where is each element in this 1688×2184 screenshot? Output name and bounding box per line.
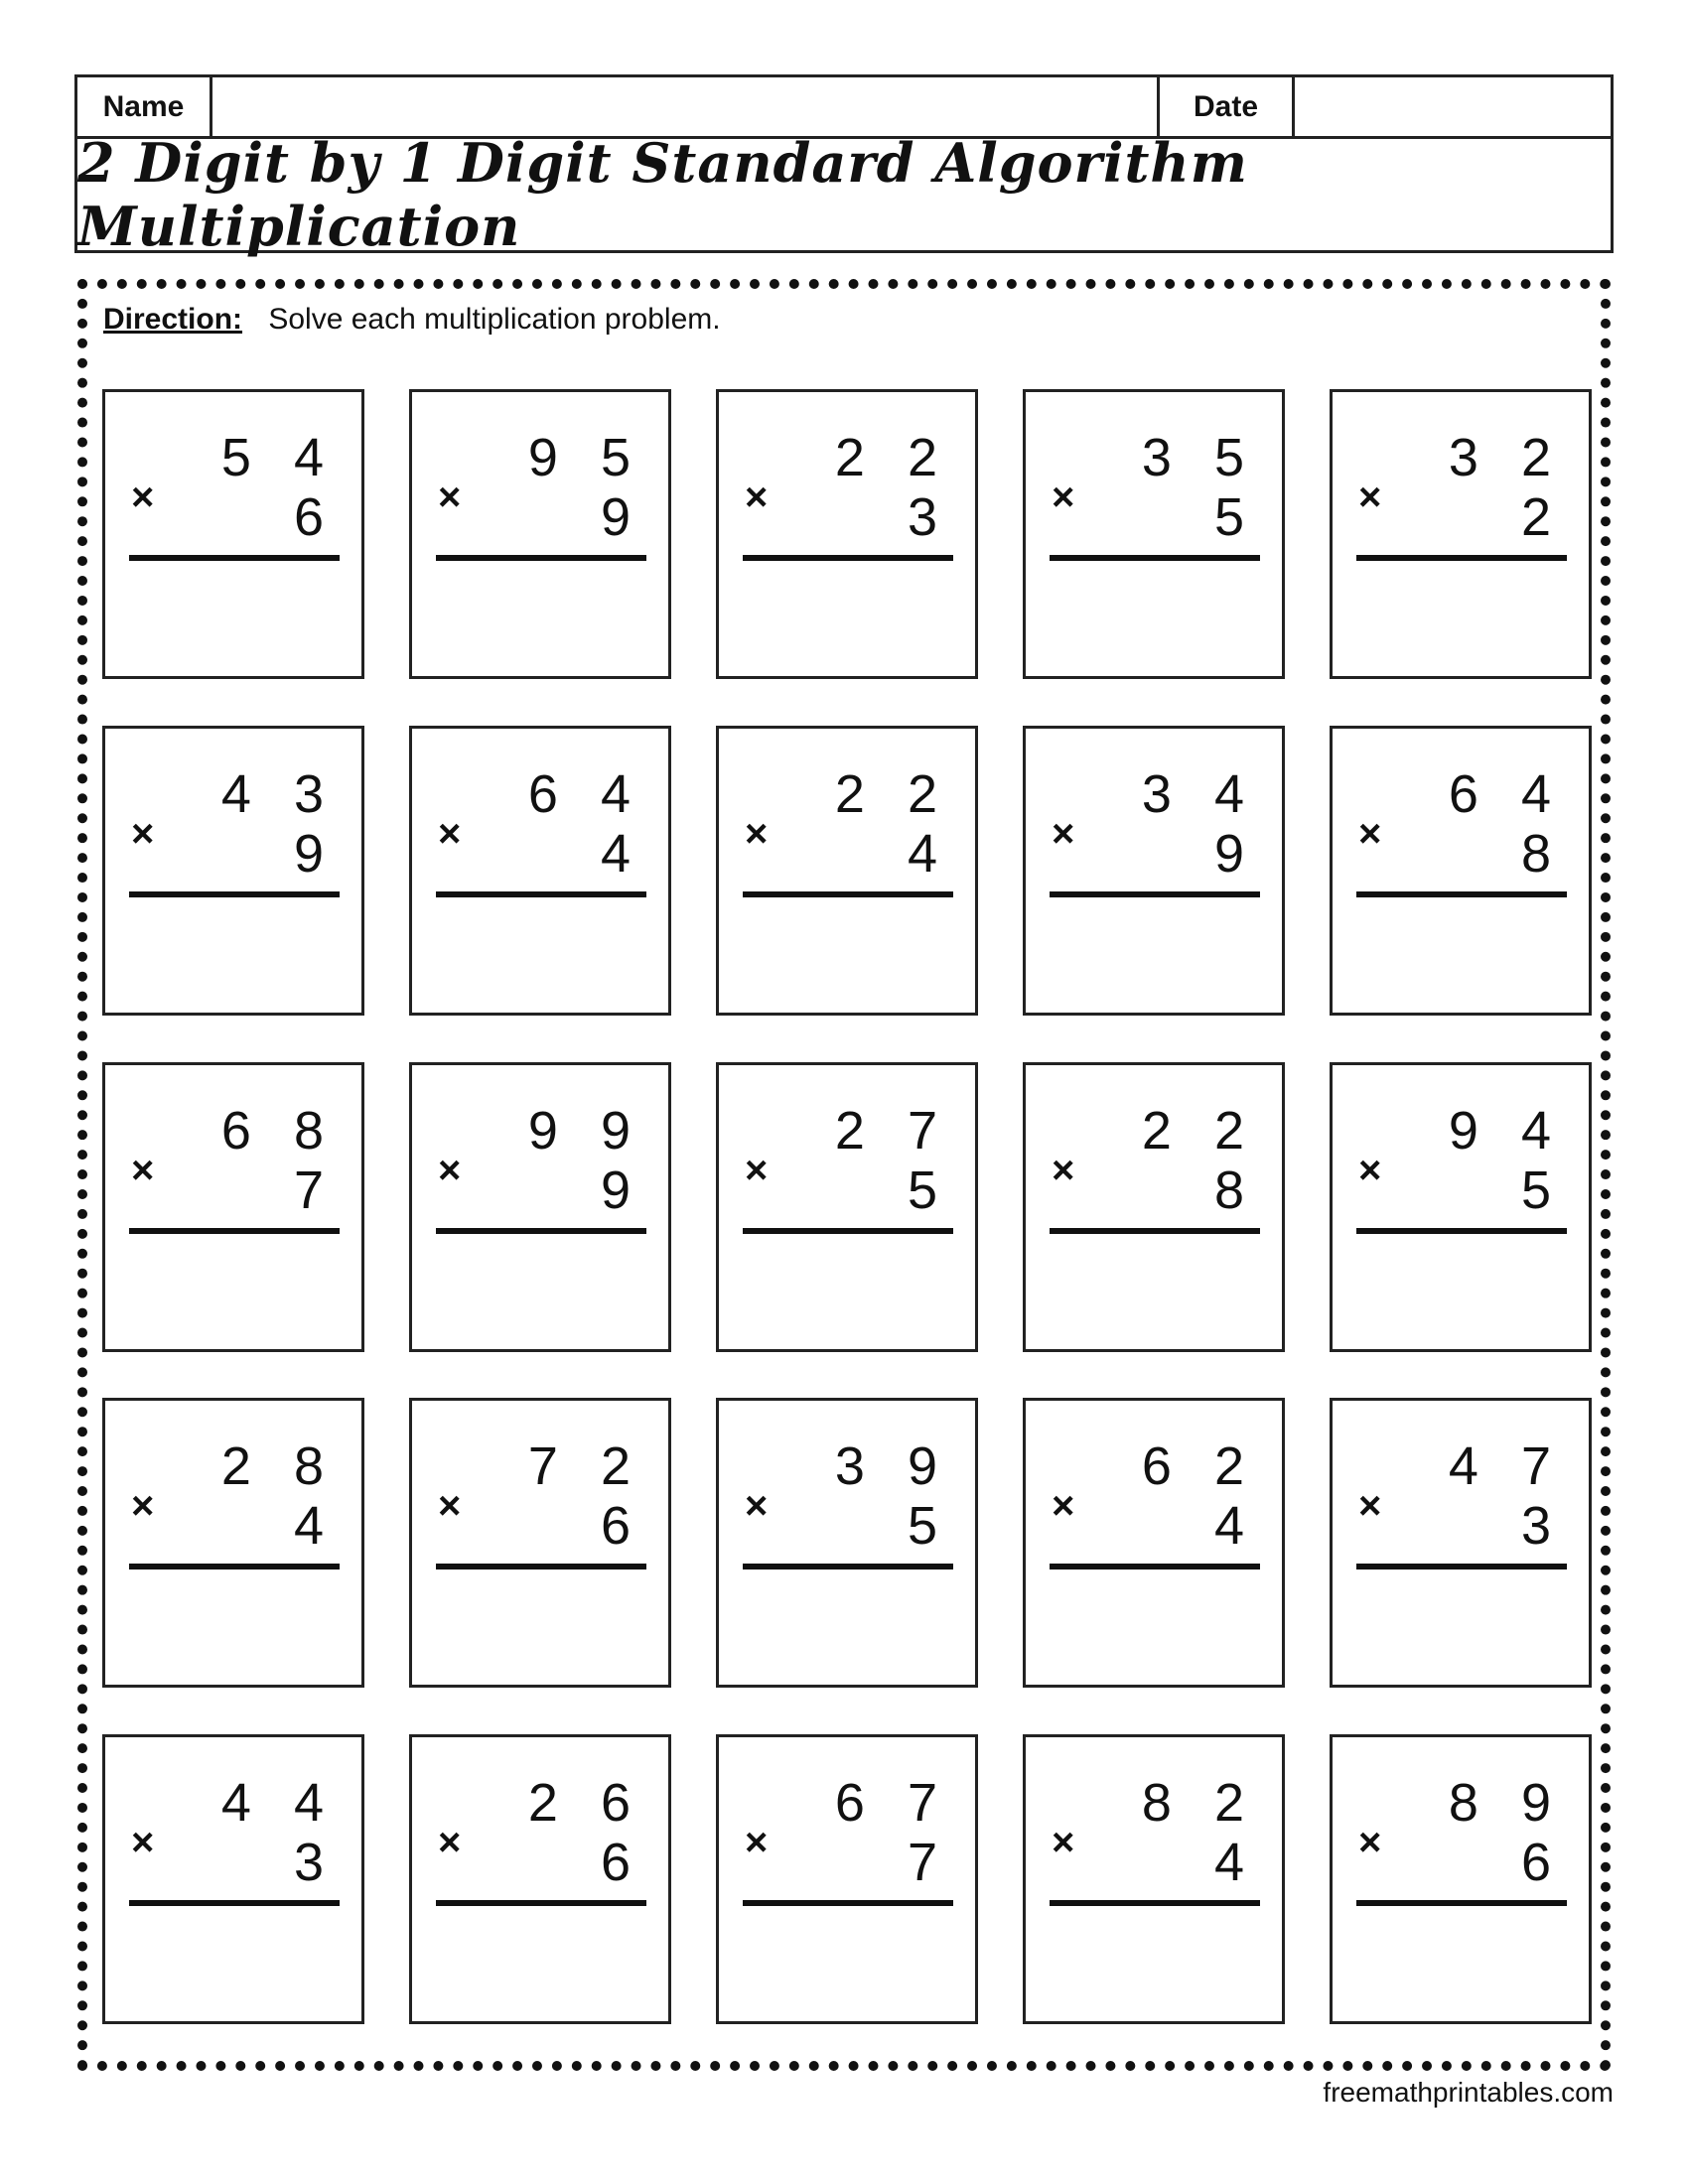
answer-line [743,891,953,897]
multiplier: 4 [907,824,951,884]
multiply-sign: × [745,812,769,856]
multiplicand: 3 5 [1141,428,1258,487]
problem-card [409,1734,671,2024]
multiplier: 6 [600,1496,644,1556]
worksheet-header [74,74,1614,258]
answer-line [129,1900,340,1906]
multiply-sign: × [1358,812,1382,856]
date-field[interactable] [1295,77,1611,136]
problem-card [102,1734,364,2024]
answer-line [1356,1900,1567,1906]
multiplicand: 8 2 [1141,1773,1258,1833]
multiplier: 5 [907,1160,951,1220]
problem-card [409,726,671,1016]
multiplier: 8 [1520,824,1565,884]
multiplier: 4 [293,1496,338,1556]
answer-line [436,1228,646,1234]
answer-line [129,891,340,897]
multiplier: 7 [293,1160,338,1220]
answer-line [1050,1900,1260,1906]
multiply-sign: × [438,1821,462,1864]
multiplicand: 2 2 [1141,1101,1258,1160]
multiplicand: 6 4 [1448,764,1565,824]
answer-line [436,1900,646,1906]
problem-card [716,1398,978,1688]
multiply-sign: × [131,476,155,519]
answer-line [436,891,646,897]
multiplicand: 2 2 [834,764,951,824]
multiply-sign: × [1052,812,1075,856]
multiply-sign: × [131,1821,155,1864]
multiplier: 8 [1213,1160,1258,1220]
multiplicand: 4 4 [220,1773,338,1833]
problem-card [1023,1398,1285,1688]
multiplicand: 6 2 [1141,1436,1258,1496]
multiply-sign: × [1358,1821,1382,1864]
multiplicand: 6 8 [220,1101,338,1160]
multiply-sign: × [1052,1149,1075,1192]
answer-line [1356,1564,1567,1570]
multiplier: 6 [1520,1833,1565,1892]
multiplier: 4 [1213,1496,1258,1556]
multiplier: 9 [1213,824,1258,884]
multiplier: 4 [1213,1833,1258,1892]
multiply-sign: × [1358,1149,1382,1192]
answer-line [1050,1564,1260,1570]
multiplicand: 3 2 [1448,428,1565,487]
multiply-sign: × [438,1149,462,1192]
multiplicand: 2 7 [834,1101,951,1160]
multiplier: 7 [907,1833,951,1892]
multiply-sign: × [745,1821,769,1864]
multiplicand: 7 2 [527,1436,644,1496]
multiply-sign: × [438,476,462,519]
multiplier: 3 [907,487,951,547]
problem-card [102,1062,364,1352]
multiplicand: 6 4 [527,764,644,824]
multiplicand: 4 3 [220,764,338,824]
answer-line [743,555,953,561]
multiplier: 6 [600,1833,644,1892]
answer-line [1050,891,1260,897]
problem-card [1023,1734,1285,2024]
multiplicand: 2 6 [527,1773,644,1833]
multiplicand: 9 5 [527,428,644,487]
multiply-sign: × [1052,1484,1075,1528]
multiply-sign: × [745,476,769,519]
date-label: Date [1160,77,1295,136]
name-field[interactable] [212,77,1160,136]
worksheet-title: 2 Digit by 1 Digit Standard Algorithm Multiplication [77,131,1248,258]
answer-line [743,1564,953,1570]
answer-line [129,555,340,561]
answer-line [1356,1228,1567,1234]
multiply-sign: × [745,1484,769,1528]
problem-card [102,1398,364,1688]
multiplicand: 4 7 [1448,1436,1565,1496]
problem-card [1023,1062,1285,1352]
problem-card [409,389,671,679]
multiplicand: 2 2 [834,428,951,487]
multiply-sign: × [438,1484,462,1528]
multiplicand: 6 7 [834,1773,951,1833]
multiplier: 4 [600,824,644,884]
multiply-sign: × [1052,1821,1075,1864]
problem-card [1330,1734,1592,2024]
directions [103,303,721,337]
multiplicand: 5 4 [220,428,338,487]
problem-card [716,726,978,1016]
multiply-sign: × [1358,1484,1382,1528]
multiplicand: 9 9 [527,1101,644,1160]
multiplicand: 3 9 [834,1436,951,1496]
multiplier: 2 [1520,487,1565,547]
answer-line [436,555,646,561]
answer-line [1050,555,1260,561]
multiplier: 3 [293,1833,338,1892]
answer-line [129,1228,340,1234]
problem-card [1330,726,1592,1016]
multiply-sign: × [745,1149,769,1192]
footer-credit: freemathprintables.com [1323,2077,1614,2108]
multiplicand: 2 8 [220,1436,338,1496]
multiplier: 5 [907,1496,951,1556]
multiplier: 9 [600,487,644,547]
problem-card [1330,1062,1592,1352]
multiplier: 5 [1213,487,1258,547]
problem-card [716,1062,978,1352]
problem-card [1023,389,1285,679]
multiplicand: 3 4 [1141,764,1258,824]
answer-line [1356,555,1567,561]
multiply-sign: × [131,1484,155,1528]
name-date-row [77,77,1611,139]
problem-card [1023,726,1285,1016]
multiplier: 6 [293,487,338,547]
problem-card [1330,1398,1592,1688]
answer-line [1356,891,1567,897]
problem-card [409,1398,671,1688]
multiply-sign: × [438,812,462,856]
problem-card [409,1062,671,1352]
direction-text: Solve each multiplication problem. [268,303,721,336]
answer-line [743,1228,953,1234]
multiplier: 9 [293,824,338,884]
problem-card [102,389,364,679]
multiply-sign: × [131,1149,155,1192]
answer-line [436,1564,646,1570]
problem-card [716,389,978,679]
problem-card [1330,389,1592,679]
answer-line [743,1900,953,1906]
multiplier: 3 [1520,1496,1565,1556]
multiply-sign: × [1052,476,1075,519]
multiply-sign: × [1358,476,1382,519]
multiplier: 5 [1520,1160,1565,1220]
direction-label: Direction: [103,303,243,336]
name-label: Name [77,77,212,136]
multiplicand: 9 4 [1448,1101,1565,1160]
multiply-sign: × [131,812,155,856]
problem-card [716,1734,978,2024]
answer-line [1050,1228,1260,1234]
answer-line [129,1564,340,1570]
problem-card [102,726,364,1016]
multiplier: 9 [600,1160,644,1220]
multiplicand: 8 9 [1448,1773,1565,1833]
